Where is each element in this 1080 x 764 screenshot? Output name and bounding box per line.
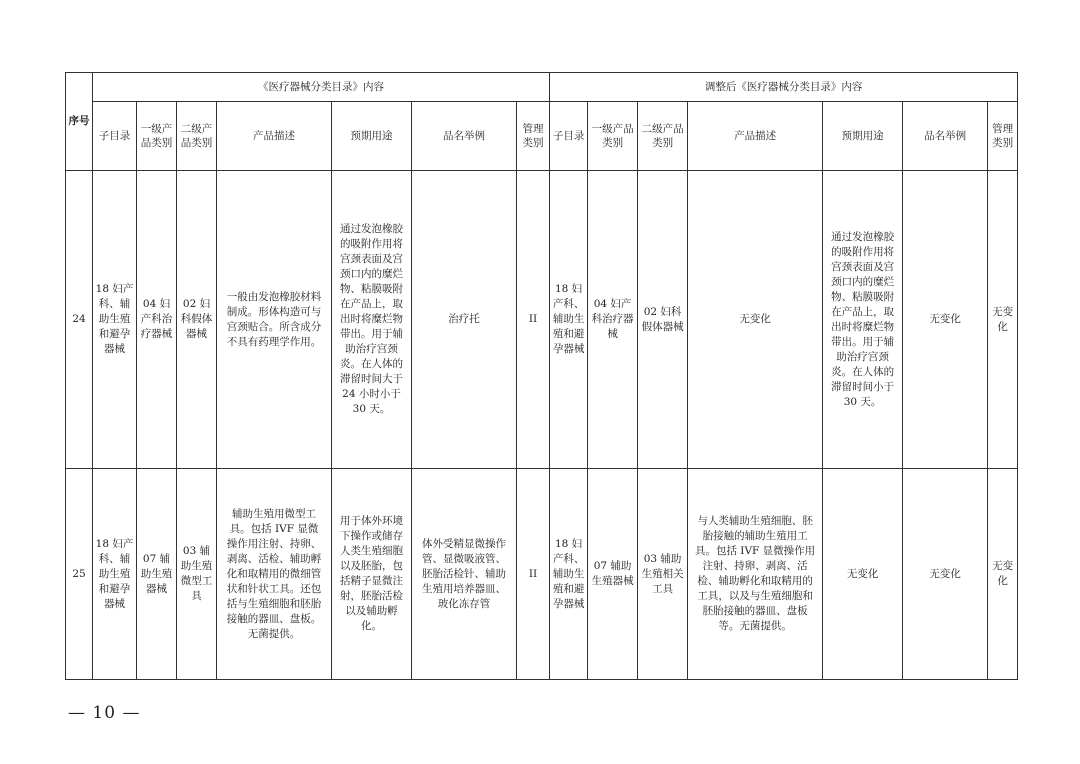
cell-management-adjusted: 无变化 xyxy=(988,171,1018,469)
header-intended-use: 预期用途 xyxy=(332,102,412,171)
cell-management: II xyxy=(517,171,550,469)
cell-examples: 体外受精显微操作管、显微吸液管、胚胎活检针、辅助生殖用培养器皿、玻化冻存管 xyxy=(412,469,517,680)
cell-intended-use-adjusted: 无变化 xyxy=(823,469,903,680)
header-level1-adjusted: 一级产品类别 xyxy=(588,102,638,171)
cell-examples-adjusted: 无变化 xyxy=(903,171,988,469)
cell-level2: 03 辅助生殖微型工具 xyxy=(177,469,217,680)
header-sub-catalog: 子目录 xyxy=(93,102,137,171)
cell-seq: 25 xyxy=(66,469,93,680)
catalog-adjustment-table xyxy=(65,72,1018,680)
cell-examples-adjusted: 无变化 xyxy=(903,469,988,680)
cell-sub-catalog: 18 妇产科、辅助生殖和避孕器械 xyxy=(93,171,137,469)
table-row xyxy=(66,469,1018,680)
header-description: 产品描述 xyxy=(217,102,332,171)
header-seq: 序号 xyxy=(66,73,93,171)
cell-level1: 07 辅助生殖器械 xyxy=(137,469,177,680)
cell-sub-catalog: 18 妇产科、辅助生殖和避孕器械 xyxy=(93,469,137,680)
header-level2: 二级产品类别 xyxy=(177,102,217,171)
group-header-original: 《医疗器械分类目录》内容 xyxy=(93,73,550,102)
cell-level1-adjusted: 04 妇产科治疗器械 xyxy=(588,171,638,469)
cell-seq: 24 xyxy=(66,171,93,469)
header-management-adjusted: 管理类别 xyxy=(988,102,1018,171)
cell-level2-adjusted: 03 辅助生殖相关工具 xyxy=(638,469,688,680)
cell-description-adjusted: 无变化 xyxy=(688,171,823,469)
cell-intended-use: 用于体外环境下操作或储存人类生殖细胞以及胚胎，包括精子显微注射，胚胎活检以及辅助孵化。 xyxy=(332,469,412,680)
page-number: — 10 — xyxy=(68,703,141,723)
cell-description: 辅助生殖用微型工具。包括 IVF 显微操作用注射、持卵、剥离、活检、辅助孵化和取精用的微细管状和针状工具。还包括与生殖细胞和胚胎接触的器皿、盘板。无菌提供。 xyxy=(217,469,332,680)
header-intended-use-adjusted: 预期用途 xyxy=(823,102,903,171)
cell-sub-catalog-adjusted: 18 妇产科、辅助生殖和避孕器械 xyxy=(550,469,588,680)
header-management: 管理类别 xyxy=(517,102,550,171)
header-examples-adjusted: 品名举例 xyxy=(903,102,988,171)
cell-intended-use: 通过发泡橡胶的吸附作用将宫颈表面及宫颈口内的糜烂物、粘膜吸附在产品上，取出时将糜烂物带出。用于辅助治疗宫颈炎。在人体的滞留时间大于 24 小时小于 30 天。 xyxy=(332,171,412,469)
cell-examples: 治疗托 xyxy=(412,171,517,469)
cell-management: II xyxy=(517,469,550,680)
cell-level2-adjusted: 02 妇科假体器械 xyxy=(638,171,688,469)
cell-description: 一般由发泡橡胶材料制成。形体构造可与宫颈贴合。所含成分不具有药理学作用。 xyxy=(217,171,332,469)
cell-management-adjusted: 无变化 xyxy=(988,469,1018,680)
header-level2-adjusted: 二级产品类别 xyxy=(638,102,688,171)
column-header-row xyxy=(66,102,1018,171)
header-sub-catalog-adjusted: 子目录 xyxy=(550,102,588,171)
group-header-row xyxy=(66,73,1018,102)
header-description-adjusted: 产品描述 xyxy=(688,102,823,171)
cell-description-adjusted: 与人类辅助生殖细胞、胚胎接触的辅助生殖用工具。包括 IVF 显微操作用注射、持卵、剥离、活检、辅助孵化和取精用的工具，以及与生殖细胞和胚胎接触的器皿、盘板等。无菌提供。 xyxy=(688,469,823,680)
cell-sub-catalog-adjusted: 18 妇产科、辅助生殖和避孕器械 xyxy=(550,171,588,469)
cell-level2: 02 妇科假体器械 xyxy=(177,171,217,469)
header-examples: 品名举例 xyxy=(412,102,517,171)
cell-intended-use-adjusted: 通过发泡橡胶的吸附作用将宫颈表面及宫颈口内的糜烂物、粘膜吸附在产品上，取出时将糜烂物带出。用于辅助治疗宫颈炎。在人体的滞留时间小于 30 天。 xyxy=(823,171,903,469)
header-level1: 一级产品类别 xyxy=(137,102,177,171)
table-row xyxy=(66,171,1018,469)
cell-level1-adjusted: 07 辅助生殖器械 xyxy=(588,469,638,680)
cell-level1: 04 妇产科治疗器械 xyxy=(137,171,177,469)
group-header-adjusted: 调整后《医疗器械分类目录》内容 xyxy=(550,73,1018,102)
